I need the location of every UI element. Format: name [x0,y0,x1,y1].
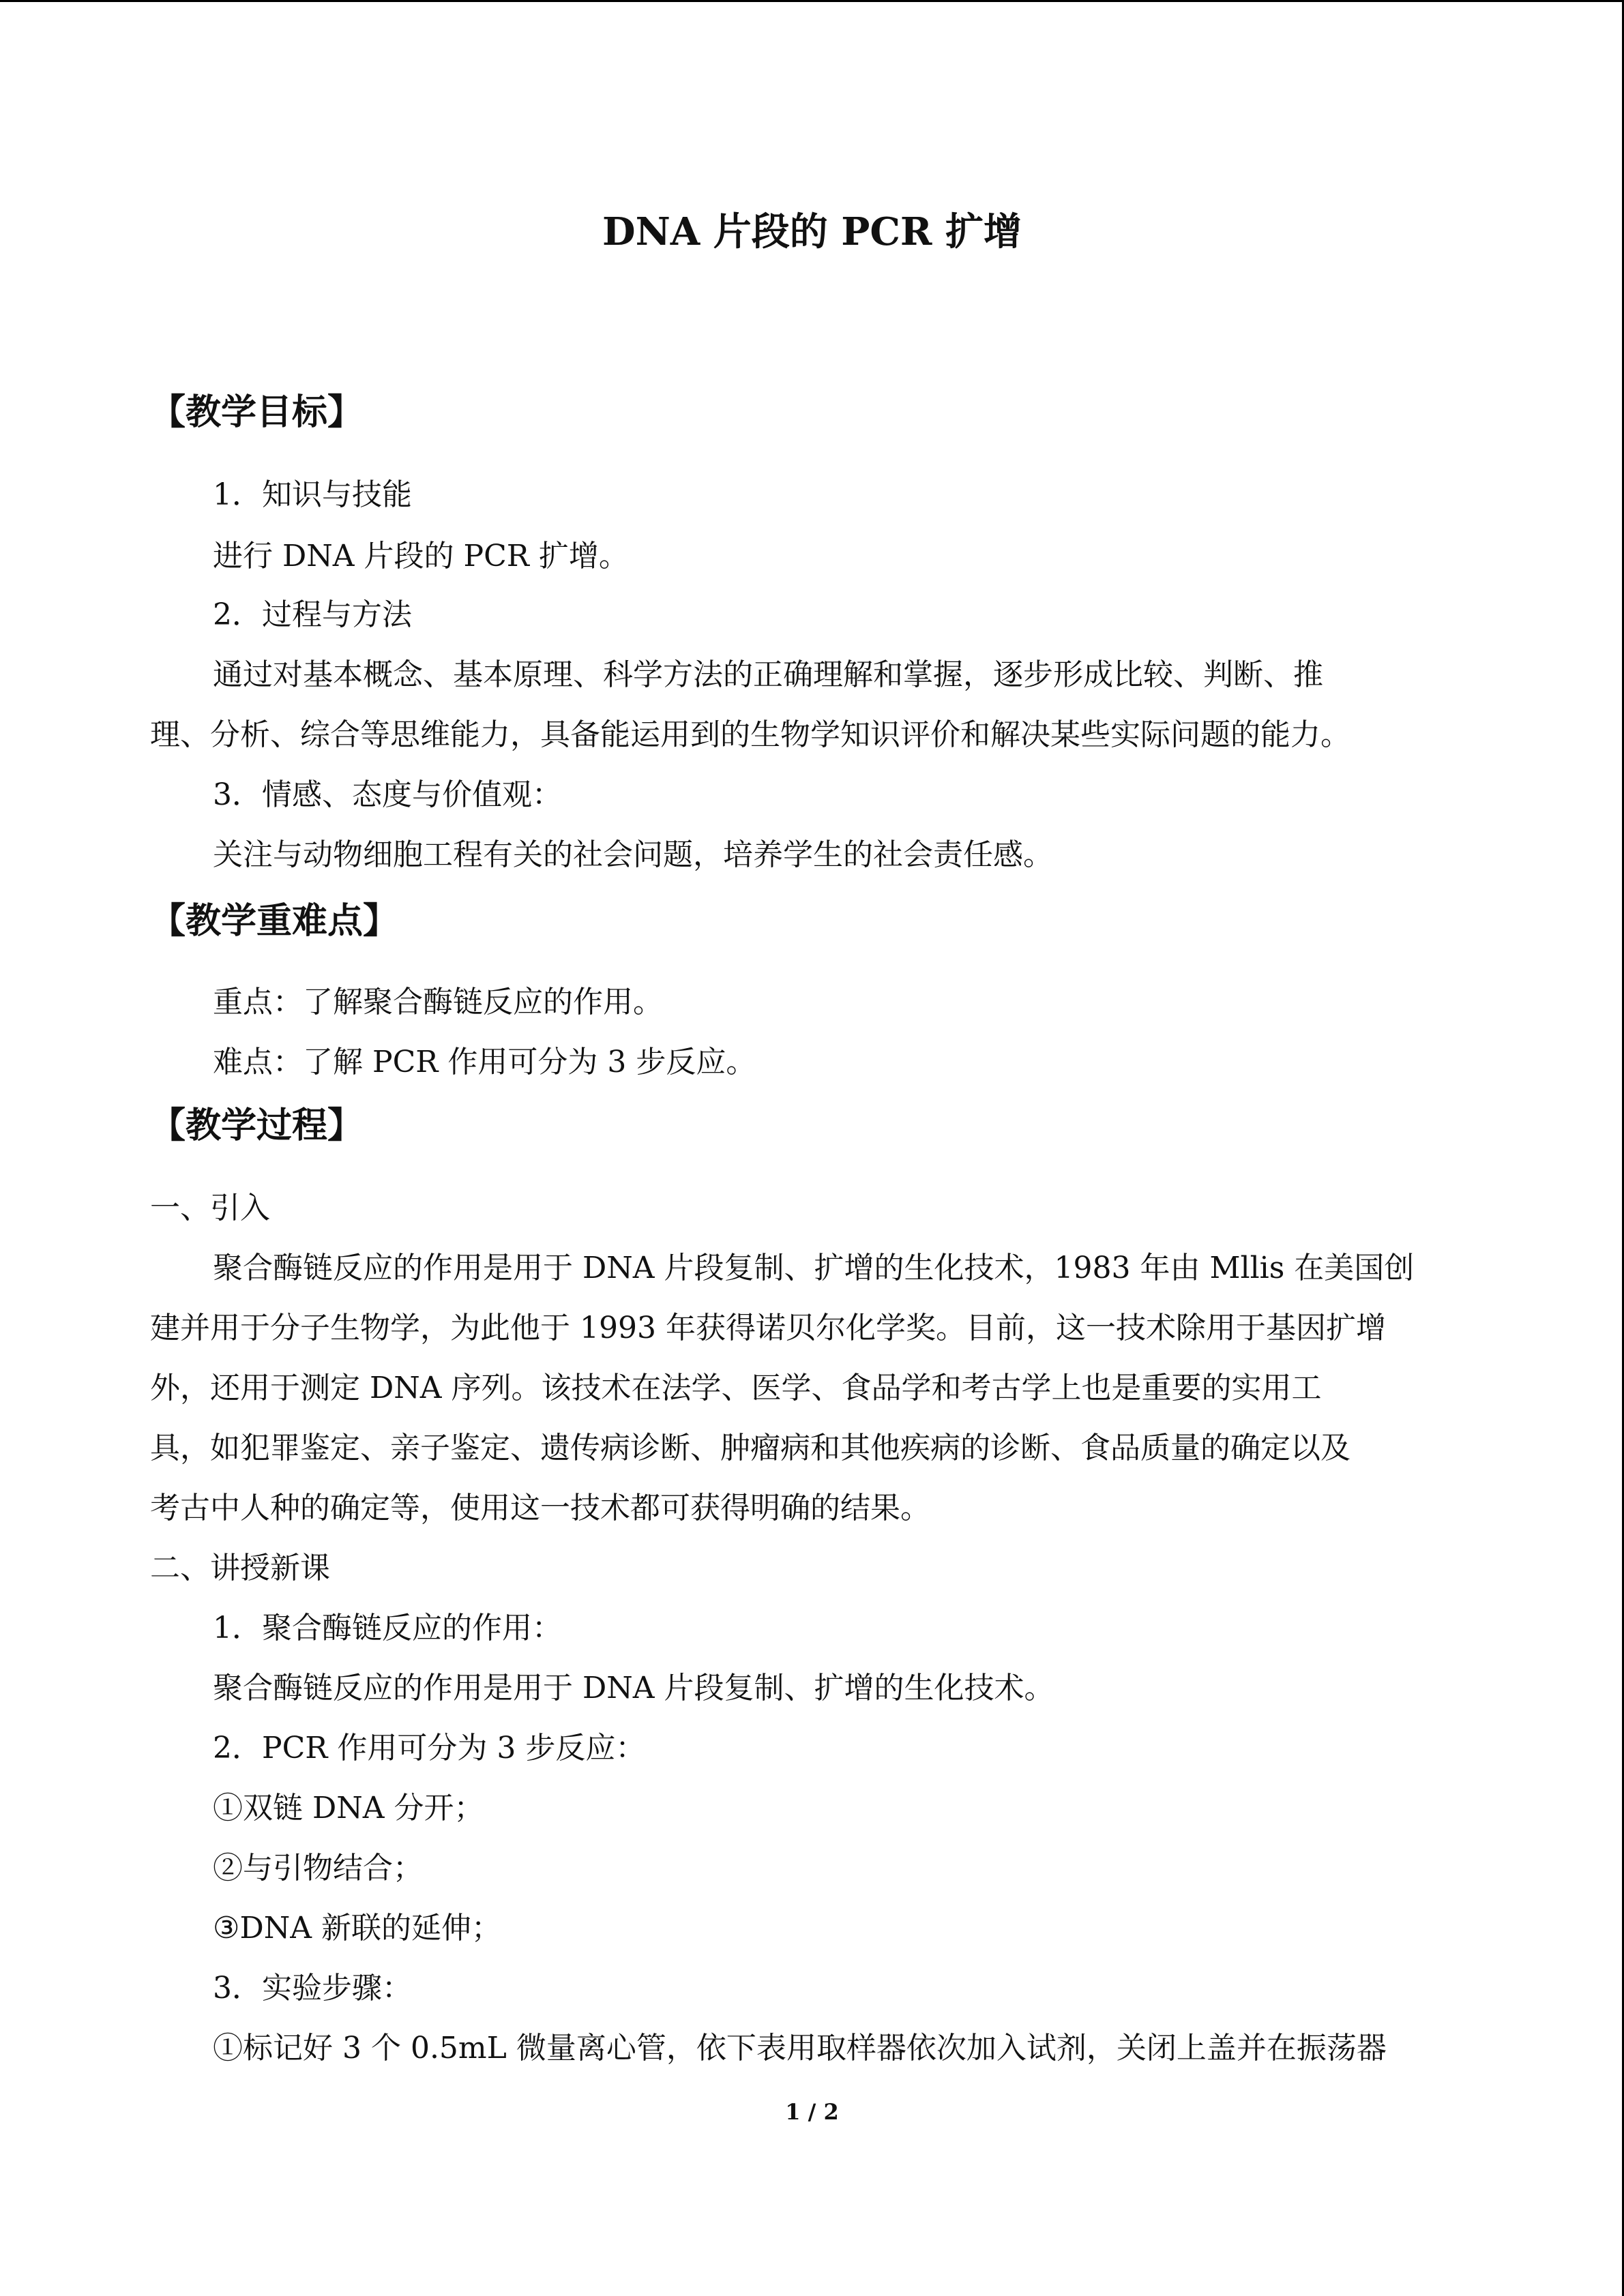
page-number: 1 / 2 [785,2099,839,2125]
process-line: 聚合酶链反应的作用是用于 DNA 片段复制、扩增的生化技术。 [213,1671,1054,1705]
process-line: 外，还用于测定 DNA 序列。该技术在法学、医学、食品学和考古学上也是重要的实用工 [150,1371,1322,1405]
section-heading-objectives: 【教学目标】 [150,391,364,433]
key-points-line: 重点：了解聚合酶链反应的作用。 [213,985,663,1019]
section-heading-process: 【教学过程】 [150,1105,364,1146]
objectives-line: 进行 DNA 片段的 PCR 扩增。 [213,539,629,573]
process-line: 3．实验步骤： [213,1971,412,2006]
process-line: 2．PCR 作用可分为 3 步反应： [213,1731,646,1765]
key-points-line: 难点：了解 PCR 作用可分为 3 步反应。 [213,1045,756,1079]
process-line: 具，如犯罪鉴定、亲子鉴定、遗传病诊断、肿瘤病和其他疾病的诊断、食品质量的确定以及 [150,1431,1350,1465]
process-line: ③DNA 新联的延伸； [213,1911,501,1945]
process-line: 聚合酶链反应的作用是用于 DNA 片段复制、扩增的生化技术，1983 年由 Mllis 在美国创 [213,1251,1415,1285]
objectives-line: 1．知识与技能 [213,477,412,512]
objectives-line: 理、分析、综合等思维能力，具备能运用到的生物学知识评价和解决某些实际问题的能力。 [150,717,1350,752]
process-line: 二、讲授新课 [150,1551,330,1585]
document-title: DNA 片段的 PCR 扩增 [602,209,1022,254]
process-line: 建并用于分子生物学，为此他于 1993 年获得诺贝尔化学奖。目前，这一技术除用于基因扩增 [150,1311,1386,1345]
objectives-line: 关注与动物细胞工程有关的社会问题，培养学生的社会责任感。 [213,837,1053,872]
process-line: 一、引入 [150,1191,270,1225]
process-line: ②与引物结合； [213,1851,423,1885]
objectives-line: 2．过程与方法 [213,597,412,632]
section-heading-key-points: 【教学重难点】 [150,900,399,942]
objectives-line: 3．情感、态度与价值观： [213,777,562,812]
process-line: ①双链 DNA 分开； [213,1791,484,1825]
process-line: ①标记好 3 个 0.5mL 微量离心管，依下表用取样器依次加入试剂，关闭上盖并在振荡器 [213,2031,1387,2066]
objectives-line: 通过对基本概念、基本原理、科学方法的正确理解和掌握，逐步形成比较、判断、推 [213,657,1323,692]
process-line: 1．聚合酶链反应的作用： [213,1611,562,1645]
process-line: 考古中人种的确定等，使用这一技术都可获得明确的结果。 [150,1491,930,1525]
page-border-top [0,0,1624,2]
